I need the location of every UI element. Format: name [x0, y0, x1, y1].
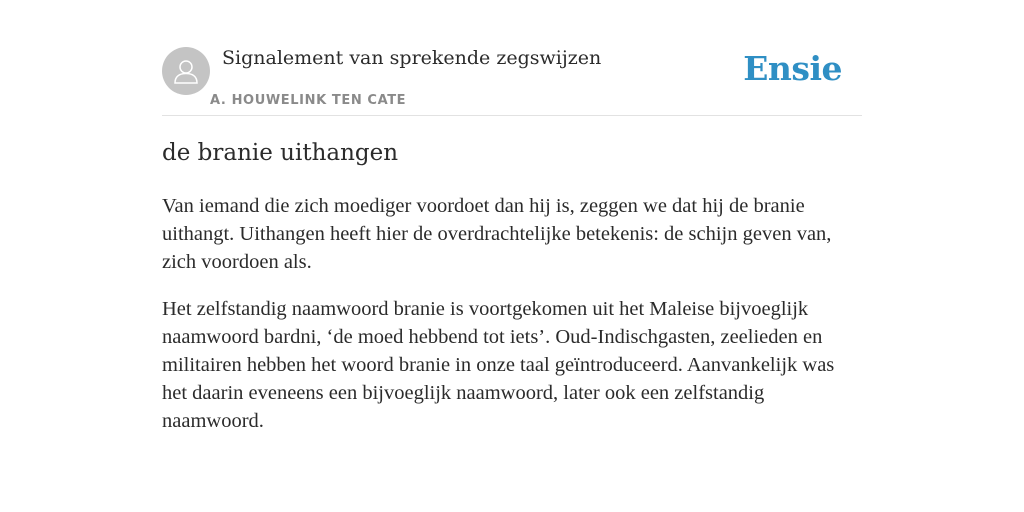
- book-title[interactable]: Signalement van sprekende zegswijzen: [222, 47, 602, 69]
- avatar[interactable]: [162, 47, 210, 95]
- entry-paragraph: Het zelfstandig naamwoord branie is voortgekomen uit het Maleise bijvoeglijk naamwoord bardni, ‘de moed hebbend tot iets’. Oud-Indischgasten, zeelieden en militairen hebben het woord branie in onze taal geïntroduceerd. Aanvankelijk was het daarin eveneens een bijvoeglijk naamwoord, later ook een zelfstandig naamwoord.: [162, 298, 835, 432]
- ensie-logo[interactable]: Ensie: [743, 49, 842, 88]
- author-name[interactable]: A. HOUWELINK TEN CATE: [210, 93, 407, 108]
- entry-body: [162, 192, 862, 454]
- header: [162, 44, 862, 116]
- entry-paragraph: Van iemand die zich moediger voordoet dan hij is, zeggen we dat hij de branie uithangt. Uithangen heeft hier de overdrachtelijke betekenis: de schijn geven van, zich voordoen als.: [162, 195, 832, 273]
- user-icon: [172, 57, 200, 85]
- entry-headword: de branie uithangen: [162, 140, 399, 166]
